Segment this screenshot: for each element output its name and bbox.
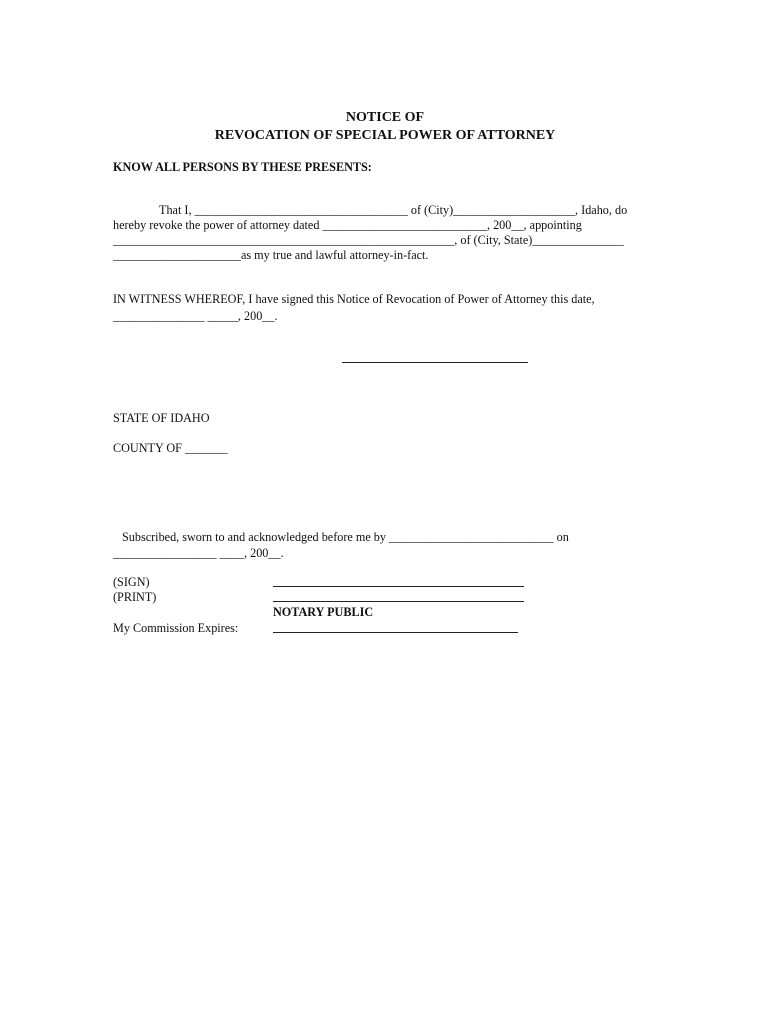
revocation-line-2: hereby revoke the power of attorney dated ___________________________, 200__, appointing	[113, 218, 582, 232]
title-line-2: REVOCATION OF SPECIAL POWER OF ATTORNEY	[214, 128, 556, 143]
notary-print-line	[273, 601, 524, 602]
revocation-line-1: That I, ___________________________________ of (City)____________________, Idaho, do	[159, 203, 628, 217]
know-all-heading: KNOW ALL PERSONS BY THESE PRESENTS:	[113, 160, 372, 174]
title-line-1: NOTICE OF	[345, 110, 425, 125]
print-label: (PRINT)	[113, 590, 157, 604]
notary-sign-line	[273, 586, 524, 587]
revocation-line-4: _____________________as my true and lawful attorney-in-fact.	[113, 248, 429, 262]
commission-expires-line	[273, 632, 518, 633]
commission-expires-label: My Commission Expires:	[113, 621, 239, 635]
notary-public-label: NOTARY PUBLIC	[273, 605, 374, 619]
sign-label: (SIGN)	[113, 575, 150, 589]
principal-signature-line	[342, 362, 528, 363]
witness-line-1: IN WITNESS WHEREOF, I have signed this Notice of Revocation of Power of Attorney this date,	[113, 292, 595, 306]
revocation-line-3: ________________________________________________________, of (City, State)_______________	[113, 233, 624, 247]
subscribed-line-1: Subscribed, sworn to and acknowledged before me by ___________________________ on	[122, 530, 569, 544]
county-label: COUNTY OF _______	[113, 441, 228, 455]
state-label: STATE OF IDAHO	[113, 411, 210, 425]
subscribed-line-2: _________________ ____, 200__.	[113, 546, 284, 560]
witness-line-2: _______________ _____, 200__.	[113, 309, 278, 323]
